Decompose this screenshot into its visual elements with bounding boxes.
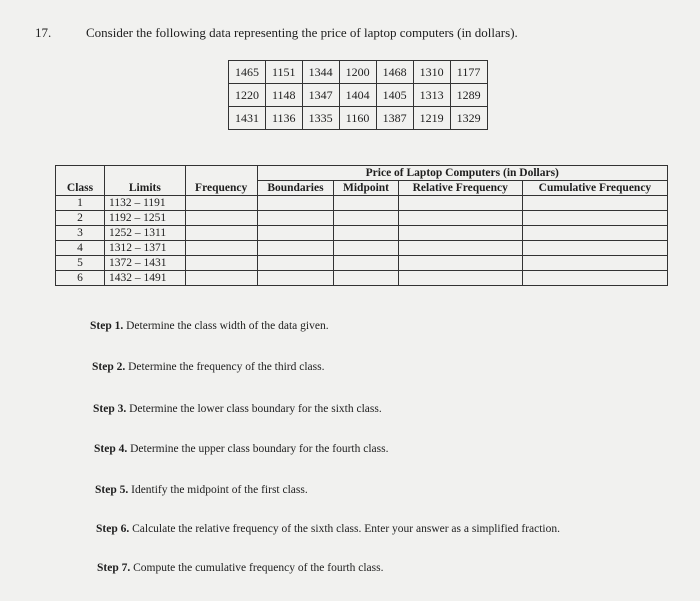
data-table — [228, 60, 488, 130]
header-limits: Limits — [105, 166, 186, 196]
step-label: Step 3. — [93, 403, 127, 415]
boundaries-cell[interactable] — [257, 226, 334, 241]
frequency-cell[interactable] — [185, 226, 257, 241]
data-cell: 1200 — [339, 61, 376, 84]
table-caption: Price of Laptop Computers (in Dollars) — [257, 166, 667, 181]
step-text: Determine the frequency of the third class. — [125, 361, 325, 373]
data-cell: 1335 — [302, 107, 339, 130]
boundaries-cell[interactable] — [257, 256, 334, 271]
data-cell: 1289 — [450, 84, 487, 107]
cumulative-frequency-cell[interactable] — [522, 226, 667, 241]
data-cell: 1387 — [376, 107, 413, 130]
frequency-cell[interactable] — [185, 271, 257, 286]
midpoint-cell[interactable] — [334, 271, 398, 286]
relative-frequency-cell[interactable] — [398, 271, 522, 286]
data-cell: 1220 — [229, 84, 266, 107]
header-boundaries: Boundaries — [257, 181, 334, 196]
data-cell: 1177 — [450, 61, 487, 84]
step-3 — [93, 403, 382, 415]
header-frequency: Frequency — [185, 166, 257, 196]
step-label: Step 2. — [92, 361, 126, 373]
step-1 — [90, 320, 329, 332]
boundaries-cell[interactable] — [257, 196, 334, 211]
data-cell: 1151 — [266, 61, 303, 84]
data-cell: 1329 — [450, 107, 487, 130]
relative-frequency-cell[interactable] — [398, 196, 522, 211]
step-label: Step 5. — [95, 484, 129, 496]
data-cell: 1219 — [413, 107, 450, 130]
limits-cell: 1312 – 1371 — [105, 241, 186, 256]
question-text: Consider the following data representing the price of laptop computers (in dollars). — [86, 25, 518, 40]
table-row — [229, 84, 488, 107]
class-cell: 3 — [56, 226, 105, 241]
step-label: Step 7. — [97, 562, 131, 574]
cumulative-frequency-cell[interactable] — [522, 196, 667, 211]
boundaries-cell[interactable] — [257, 271, 334, 286]
class-cell: 1 — [56, 196, 105, 211]
class-cell: 4 — [56, 241, 105, 256]
header-cumulative-frequency: Cumulative Frequency — [522, 181, 667, 196]
limits-cell: 1192 – 1251 — [105, 211, 186, 226]
cumulative-frequency-cell[interactable] — [522, 241, 667, 256]
table-row — [56, 196, 668, 211]
limits-cell: 1132 – 1191 — [105, 196, 186, 211]
step-label: Step 4. — [94, 443, 128, 455]
midpoint-cell[interactable] — [334, 196, 398, 211]
frequency-cell[interactable] — [185, 196, 257, 211]
step-text: Determine the upper class boundary for the fourth class. — [127, 443, 389, 455]
step-text: Compute the cumulative frequency of the fourth class. — [130, 562, 384, 574]
frequency-cell[interactable] — [185, 241, 257, 256]
relative-frequency-cell[interactable] — [398, 226, 522, 241]
relative-frequency-cell[interactable] — [398, 256, 522, 271]
header-relative-frequency: Relative Frequency — [398, 181, 522, 196]
limits-cell: 1252 – 1311 — [105, 226, 186, 241]
step-text: Determine the lower class boundary for the sixth class. — [126, 403, 382, 415]
class-cell: 2 — [56, 211, 105, 226]
table-row — [229, 61, 488, 84]
step-7 — [97, 562, 383, 574]
data-cell: 1405 — [376, 84, 413, 107]
frequency-cell[interactable] — [185, 211, 257, 226]
header-class: Class — [56, 166, 105, 196]
data-cell: 1347 — [302, 84, 339, 107]
step-text: Identify the midpoint of the first class. — [128, 484, 308, 496]
table-row — [56, 211, 668, 226]
frequency-table — [55, 165, 668, 286]
step-text: Calculate the relative frequency of the sixth class. Enter your answer as a simplified fraction. — [129, 523, 561, 535]
table-row — [56, 256, 668, 271]
table-row — [56, 271, 668, 286]
limits-cell: 1372 – 1431 — [105, 256, 186, 271]
frequency-cell[interactable] — [185, 256, 257, 271]
data-cell: 1313 — [413, 84, 450, 107]
table-row — [229, 107, 488, 130]
data-cell: 1136 — [266, 107, 303, 130]
question-number: 17. — [35, 25, 52, 40]
boundaries-cell[interactable] — [257, 211, 334, 226]
step-label: Step 6. — [96, 523, 130, 535]
step-6 — [96, 523, 560, 535]
cumulative-frequency-cell[interactable] — [522, 211, 667, 226]
data-cell: 1160 — [339, 107, 376, 130]
data-cell: 1465 — [229, 61, 266, 84]
midpoint-cell[interactable] — [334, 226, 398, 241]
limits-cell: 1432 – 1491 — [105, 271, 186, 286]
table-row — [56, 226, 668, 241]
header-midpoint: Midpoint — [334, 181, 398, 196]
step-2 — [92, 361, 325, 373]
class-cell: 6 — [56, 271, 105, 286]
step-text: Determine the class width of the data given. — [123, 320, 329, 332]
table-row — [56, 241, 668, 256]
cumulative-frequency-cell[interactable] — [522, 271, 667, 286]
midpoint-cell[interactable] — [334, 211, 398, 226]
data-cell: 1404 — [339, 84, 376, 107]
midpoint-cell[interactable] — [334, 241, 398, 256]
step-label: Step 1. — [90, 320, 124, 332]
data-cell: 1310 — [413, 61, 450, 84]
boundaries-cell[interactable] — [257, 241, 334, 256]
relative-frequency-cell[interactable] — [398, 241, 522, 256]
step-4 — [94, 443, 388, 455]
step-5 — [95, 484, 308, 496]
data-cell: 1344 — [302, 61, 339, 84]
data-cell: 1468 — [376, 61, 413, 84]
data-cell: 1148 — [266, 84, 303, 107]
class-cell: 5 — [56, 256, 105, 271]
midpoint-cell[interactable] — [334, 256, 398, 271]
data-cell: 1431 — [229, 107, 266, 130]
cumulative-frequency-cell[interactable] — [522, 256, 667, 271]
relative-frequency-cell[interactable] — [398, 211, 522, 226]
